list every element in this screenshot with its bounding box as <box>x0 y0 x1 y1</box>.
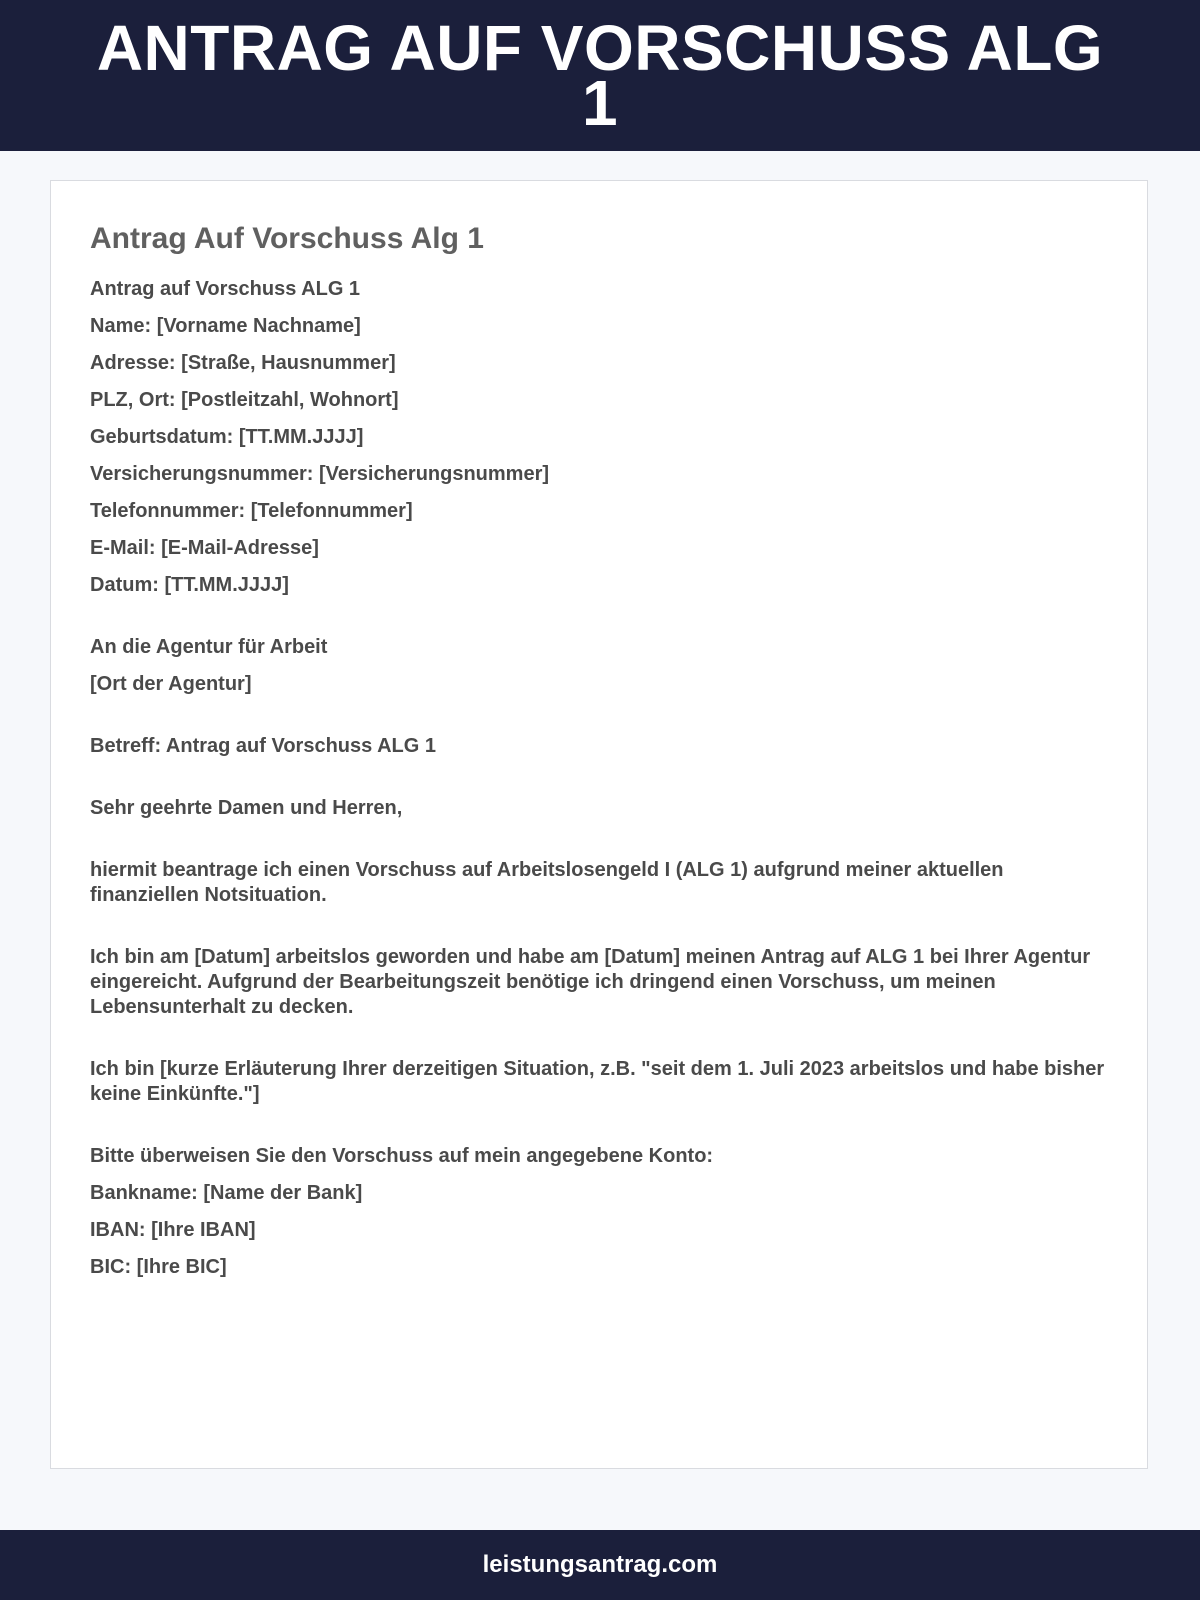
subject-line: Betreff: Antrag auf Vorschuss ALG 1 <box>90 735 436 757</box>
applicant-line: Antrag auf Vorschuss ALG 1 <box>90 278 361 300</box>
bank-line: BIC: [Ihre BIC] <box>90 1256 227 1278</box>
applicant-line: Telefonnummer: [Telefonnummer] <box>90 500 413 522</box>
recipient-block <box>90 635 1109 697</box>
body-paragraphs <box>90 858 1109 1107</box>
footer-site-name: leistungsantrag.com <box>482 1551 718 1578</box>
applicant-line: PLZ, Ort: [Postleitzahl, Wohnort] <box>90 389 399 411</box>
document-title: Antrag Auf Vorschuss Alg 1 <box>90 222 484 255</box>
bank-block <box>90 1144 1109 1280</box>
applicant-line: Adresse: [Straße, Hausnummer] <box>90 352 396 374</box>
body-paragraph: Ich bin [kurze Erläuterung Ihrer derzeitigen Situation, z.B. "seit dem 1. Juli 2023 arbeitslos und habe bisher keine Einkünfte."] <box>90 1058 1105 1105</box>
top-banner <box>0 0 1200 151</box>
recipient-line: [Ort der Agentur] <box>90 673 252 695</box>
applicant-line: Geburtsdatum: [TT.MM.JJJJ] <box>90 426 364 448</box>
recipient-line: An die Agentur für Arbeit <box>90 636 328 658</box>
salutation: Sehr geehrte Damen und Herren, <box>90 797 403 819</box>
applicant-line: E-Mail: [E-Mail-Adresse] <box>90 537 319 559</box>
applicant-line: Name: [Vorname Nachname] <box>90 315 361 337</box>
applicant-block <box>90 277 1109 598</box>
applicant-line: Versicherungsnummer: [Versicherungsnummer] <box>90 463 550 485</box>
bank-line: IBAN: [Ihre IBAN] <box>90 1219 256 1241</box>
bank-line: Bankname: [Name der Bank] <box>90 1182 363 1204</box>
document-card <box>50 180 1148 1469</box>
footer-banner <box>0 1530 1200 1600</box>
body-paragraph: hiermit beantrage ich einen Vorschuss auf Arbeitslosengeld I (ALG 1) aufgrund meiner aktuellen finanziellen Notsituation. <box>90 859 1004 906</box>
bank-line: Bitte überweisen Sie den Vorschuss auf mein angegebene Konto: <box>90 1145 714 1167</box>
body-paragraph: Ich bin am [Datum] arbeitslos geworden und habe am [Datum] meinen Antrag auf ALG 1 bei Ihrer Agentur eingereicht. Aufgrund der Bearbeitungszeit benötige ich dringend einen Vorschuss, um meinen Lebensunterhalt zu decken. <box>90 946 1091 1018</box>
banner-title: ANTRAG AUF VORSCHUSS ALG 1 <box>96 11 1104 139</box>
applicant-line: Datum: [TT.MM.JJJJ] <box>90 574 289 596</box>
